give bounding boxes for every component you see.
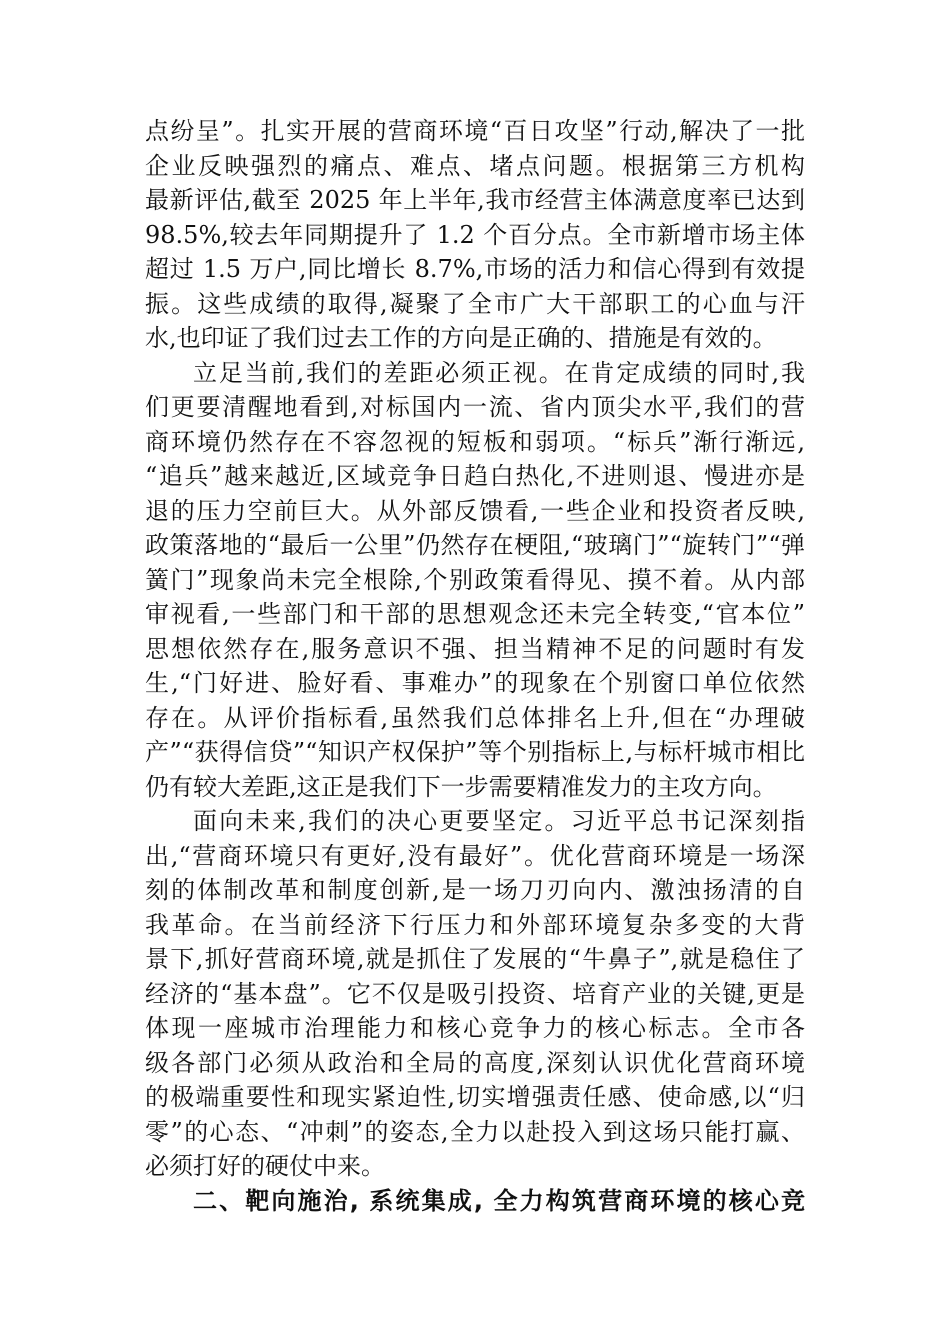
- body-line: 必须打好的硬仗中来。: [145, 1152, 385, 1180]
- body-line: 簧门”现象尚未完全根除,个别政策看得见、摸不着。从内部: [145, 565, 805, 594]
- body-line: 体现一座城市治理能力和核心竞争力的核心标志。全市各: [145, 1014, 805, 1042]
- body-line: 退的压力空前巨大。从外部反馈看,一些企业和投资者反映,: [145, 496, 805, 525]
- body-line: 点纷呈”。扎实开展的营商环境“百日攻坚”行动,解决了一批: [145, 117, 805, 145]
- section-heading: 二、靶向施治, 系统集成, 全力构筑营商环境的核心竞: [193, 1186, 805, 1215]
- body-line: 振。这些成绩的取得,凝聚了全市广大干部职工的心血与汗: [145, 289, 805, 318]
- body-line: 超过 1.5 万户,同比增长 8.7%,市场的活力和信心得到有效提: [145, 255, 805, 283]
- paragraph-first-line: 面向未来,我们的决心更要坚定。习近平总书记深刻指: [193, 807, 805, 835]
- body-line: 景下,抓好营商环境,就是抓住了发展的“牛鼻子”,就是稳住了: [145, 945, 805, 973]
- body-line: 产”“获得信贷”“知识产权保护”等个别指标上,与标杆城市相比: [145, 738, 805, 766]
- body-line: 出,“营商环境只有更好,没有最好”。优化营商环境是一场深: [145, 841, 805, 870]
- body-line: 刻的体制改革和制度创新,是一场刀刃向内、激浊扬清的自: [145, 876, 805, 904]
- body-line: 的极端重要性和现实紧迫性,切实增强责任感、使命感,以“归: [145, 1083, 805, 1111]
- paragraph-first-line: 立足当前,我们的差距必须正视。在肯定成绩的同时,我: [193, 358, 805, 387]
- body-line: 水,也印证了我们过去工作的方向是正确的、措施是有效的。: [145, 324, 777, 352]
- body-line: 级各部门必须从政治和全局的高度,深刻认识优化营商环境: [145, 1048, 805, 1077]
- body-line: 零”的心态、“冲刺”的姿态,全力以赴投入到这场只能打赢、: [145, 1117, 805, 1146]
- body-line: 生,“门好进、脸好看、事难办”的现象在个别窗口单位依然: [145, 669, 805, 697]
- body-line: 最新评估,截至 2025 年上半年,我市经营主体满意度率已达到: [145, 186, 805, 214]
- body-line: 98.5%,较去年同期提升了 1.2 个百分点。全市新增市场主体: [145, 220, 805, 249]
- body-line: 我革命。在当前经济下行压力和外部环境复杂多变的大背: [145, 910, 805, 939]
- body-line: 企业反映强烈的痛点、难点、堵点问题。根据第三方机构: [145, 151, 805, 180]
- body-line: 经济的“基本盘”。它不仅是吸引投资、培育产业的关键,更是: [145, 979, 805, 1008]
- body-line: 商环境仍然存在不容忽视的短板和弱项。“标兵”渐行渐远,: [145, 427, 805, 456]
- body-line: 存在。从评价指标看,虽然我们总体排名上升,但在“办理破: [145, 703, 805, 732]
- body-line: 思想依然存在,服务意识不强、担当精神不足的问题时有发: [145, 634, 805, 663]
- body-line: 仍有较大差距,这正是我们下一步需要精准发力的主攻方向。: [145, 772, 777, 801]
- body-line: 政策落地的“最后一公里”仍然存在梗阻,“玻璃门”“旋转门”“弹: [145, 531, 805, 559]
- body-line: “追兵”越来越近,区域竞争日趋白热化,不进则退、慢进亦是: [145, 462, 805, 490]
- body-line: 审视看,一些部门和干部的思想观念还未完全转变,“官本位”: [145, 600, 805, 628]
- document-page: [145, 114, 805, 1218]
- body-line: 们更要清醒地看到,对标国内一流、省内顶尖水平,我们的营: [145, 393, 805, 421]
